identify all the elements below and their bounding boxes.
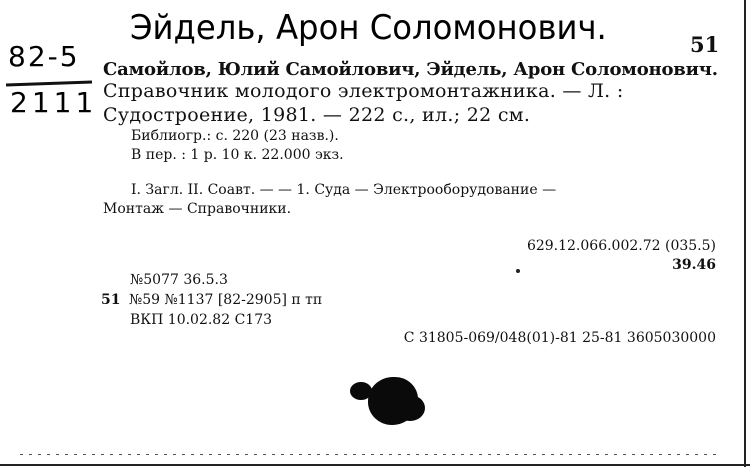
bbk-index: 39.46 — [672, 257, 716, 273]
tracing-line-2: Монтаж — Справочники. — [103, 201, 292, 217]
card-edge-right — [744, 0, 746, 467]
handwritten-class-code-1: 82-5 — [8, 40, 80, 73]
page-number: 51 — [690, 32, 720, 57]
ledger-line: №59 №1137 [82-2905] п тп — [129, 292, 323, 308]
bibliography-note: Библиогр.: с. 220 (23 назв.). — [131, 128, 339, 144]
handwritten-class-code-2: 2111 — [10, 86, 98, 119]
ink-blot-fragment — [350, 382, 372, 400]
accession-number: №5077 36.5.3 — [130, 272, 228, 288]
ledger-prefix: 51 — [101, 292, 121, 308]
card-edge-bottom — [0, 464, 750, 466]
bkp-line: ВКП 10.02.82 С173 — [130, 312, 273, 328]
ink-speck — [516, 269, 520, 273]
udc-index: 629.12.066.002.72 (035.5) — [526, 238, 716, 254]
tracing-line-1: I. Загл. II. Соавт. — — 1. Суда — Электрооборудование — — [131, 182, 557, 198]
ink-blot-fragment — [395, 395, 425, 421]
publisher-code: С 31805-069/048(01)-81 25-81 3605030000 — [403, 330, 716, 346]
handwritten-author-note: Эйдель, Арон Соломонович. — [130, 8, 607, 48]
author-heading: Самойлов, Юлий Самойлович, Эйдель, Арон Соломонович. — [103, 59, 718, 80]
title-line-1: Справочник молодого электромонтажника. — Л. : — [103, 80, 624, 102]
card-edge-noise — [20, 454, 720, 455]
price-and-print-run: В пер. : 1 р. 10 к. 22.000 экз. — [131, 147, 344, 163]
title-line-2: Судостроение, 1981. — 222 с., ил.; 22 см. — [103, 104, 531, 126]
